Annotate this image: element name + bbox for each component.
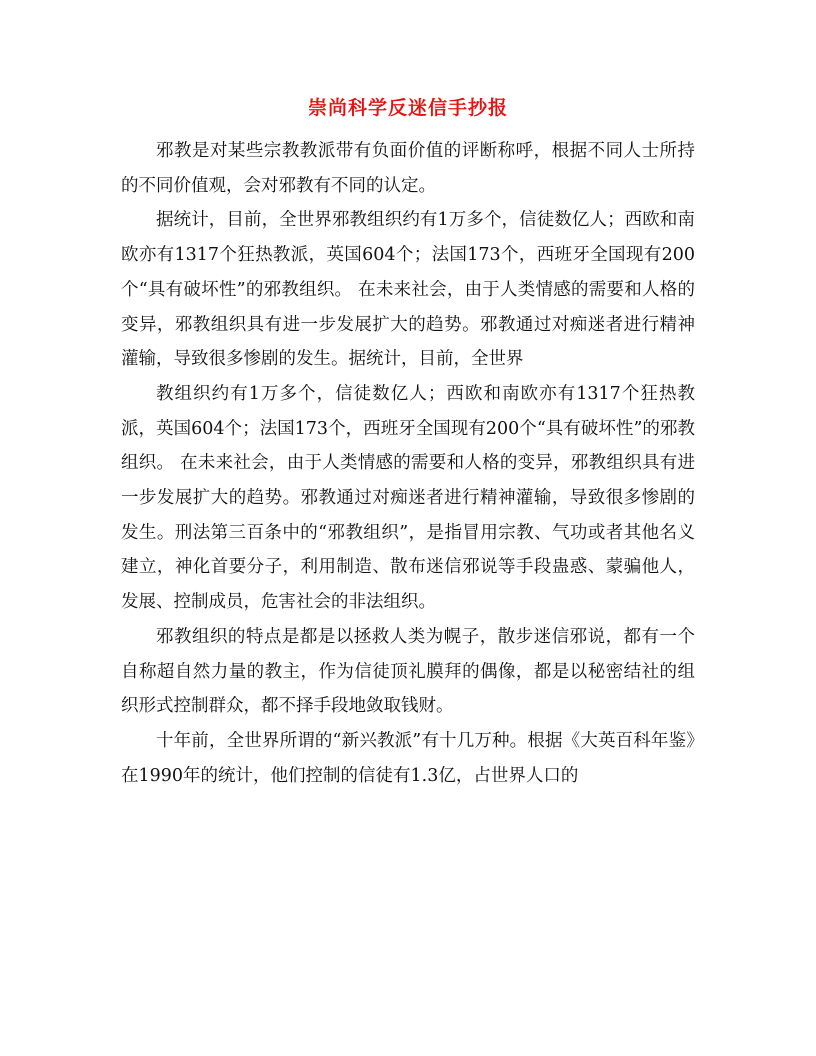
paragraph-2: 据统计，目前，全世界邪教组织约有1万多个，信徒数亿人；西欧和南欧亦有1317个狂热教派，英国604个；法国173个，西班牙全国现有200个“具有破坏性”的邪教组织。 在未来社会，由于人类情感的需要和人格的变异，邪教组织具有进一步发展扩大的趋势。邪教通过对痴迷者进行精神灌输，导致很多惨剧的发生。据统计，目前，全世界 [121,210,695,370]
paragraph-4: 邪教组织的特点是都是以拯救人类为幌子，散步迷信邪说，都有一个自称超自然力量的教主，作为信徒顶礼膜拜的偶像，都是以秘密结社的组织形式控制群众，都不择手段地敛取钱财。 [121,626,695,717]
document-body [121,134,695,793]
paragraph-5: 十年前，全世界所谓的“新兴教派”有十几万种。根据《大英百科年鉴》在1990年的统计，他们控制的信徒有1.3亿，占世界人口的 [121,730,695,786]
paragraph-3: 教组织约有1万多个，信徒数亿人；西欧和南欧亦有1317个狂热教派，英国604个；法国173个，西班牙全国现有200个“具有破坏性”的邪教组织。 在未来社会，由于人类情感的需要和人格的变异，邪教组织具有进一步发展扩大的趋势。邪教通过对痴迷者进行精神灌输，导致很多惨剧的发生。刑法第三百条中的“邪教组织”，是指冒用宗教、气功或者其他名义建立，神化首要分子，利用制造、散布迷信邪说等手段蛊惑、蒙骗他人，发展、控制成员，危害社会的非法组织。 [121,383,695,613]
document-title: 崇尚科学反迷信手抄报 [307,97,508,119]
paragraph-1: 邪教是对某些宗教教派带有负面价值的评断称呼，根据不同人士所持的不同价值观，会对邪教有不同的认定。 [121,141,695,196]
